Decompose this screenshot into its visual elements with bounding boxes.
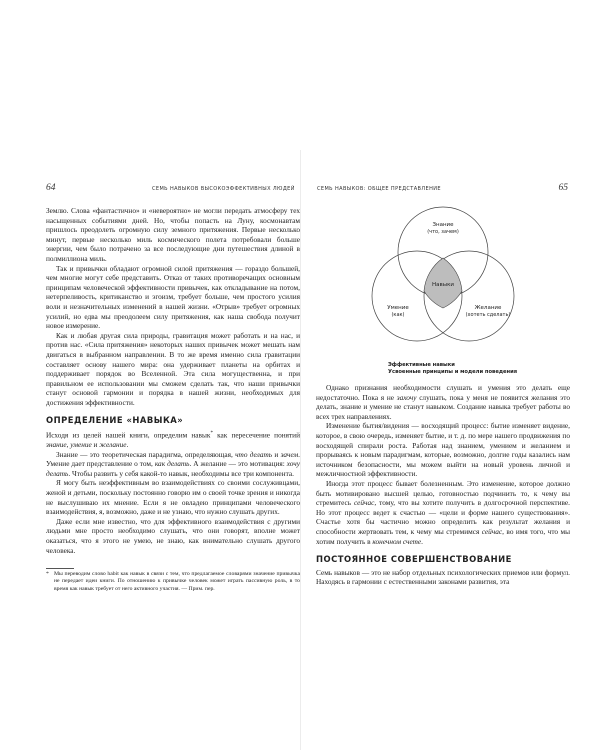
paragraph: Даже если мне известно, что для эффективного взаимодействия с другими людьми мне просто необходимо слушать, что они говорят, вполне может оказаться, что я этого не умею, не знаю, как внимательно слушать другого человека. — [46, 516, 300, 555]
right-body — [316, 383, 570, 587]
gutter-shadow — [300, 150, 301, 750]
left-folio: 64 — [46, 183, 56, 193]
caption-title: Эффективные навыки — [388, 362, 455, 368]
paragraph: Я могу быть неэффективным во взаимодействиях со своими сослуживцами, женой и детьми, поскольку постоянно говорю им о своей точке зрения и никогда не выслушиваю их мнение. Если я не овладею принципами человеческого взаимодействия, я, возможно, даже и не узнаю, что нужно слушать других. — [46, 478, 300, 517]
paragraph: Семь навыков — это не набор отдельных психологических приемов или формул. Находясь в гармонии с естественными законами развития, эта — [316, 567, 570, 587]
figure-caption — [316, 362, 536, 376]
section-heading: ПОСТОЯННОЕ СОВЕРШЕНСТВОВАНИЕ — [316, 554, 512, 565]
footnote-rule — [46, 568, 74, 569]
paragraph: Исходя из целей нашей книги, определим навык* как пересечение понятий знание, умение и желание. — [46, 430, 300, 450]
label-skill-sub: (как) — [391, 312, 405, 318]
footnote — [46, 571, 300, 593]
paragraph: Так и привычки обладают огромной силой притяжения — гораздо большей, чем многие могут себе представить. Отказ от таких противоречащих основным принципам человеческой эффективности привычек, как откладывание на потом, нетерпеливость, критиканство и эгоизм, требует больше, чем простого усилия воли и незначительных изменений в нашей жизни. «Отрыв» требует огромных усилий, но едва мы преодолеем силу притяжения, как наша свобода получит новое измерение. — [46, 263, 300, 331]
paragraph: Землю. Слова «фантастично» и «невероятно» не могли передать атмосферу тех насыщенных событиями дней. Но, чтобы попасть на Луну, космонавтам пришлось преодолеть огромную силу земного притяжения. Первые несколько минут, первые несколько миль космического полета потребовали больше энергии, чем было потрачено за все последующие дни путешествия длиной в полмиллиона миль. — [46, 206, 300, 263]
paragraph: Изменение бытия/видения — восходящий процесс: бытие изменяет видение, которое, в свою очередь, изменяет бытие, и т. д. по мере нашего продвижения по восходящей спирали роста. Работая над знанием, умением и желанием и прорываясь к новым парадигмам, которые, возможно, долгие годы казались нам источником безопасности, мы можем выйти на новый уровень личной и межличностной эффективности. — [316, 421, 570, 479]
label-desire-sub: (хотеть сделать) — [465, 312, 511, 318]
label-skill: Умение — [387, 305, 409, 311]
label-knowledge: Знание — [432, 222, 454, 228]
label-center: Навыки — [432, 282, 454, 288]
section-heading: ОПРЕДЕЛЕНИЕ «НАВЫКА» — [46, 415, 184, 426]
label-desire: Желание — [474, 305, 502, 311]
right-running-head: СЕМЬ НАВЫКОВ: ОБЩЕЕ ПРЕДСТАВЛЕНИЕ — [317, 186, 441, 192]
paragraph: Иногда этот процесс бывает болезненным. Это изменение, которое должно быть мотивировано высшей целью, готовностью подчинить то, к чему вы стремитесь сейчас, тому, что вы хотите получить в долгосрочной перспективе. Но этот процесс ведет к счастью — «цели и форме нашего существования». Счастье хотя бы частично можно определить как результат желания и способности жертвовать тем, к чему мы стремимся сейчас, во имя того, что мы хотим получить в конечном счете. — [316, 478, 571, 546]
left-running-head: СЕМЬ НАВЫКОВ ВЫСОКОЭФФЕКТИВНЫХ ЛЮДЕЙ — [152, 186, 295, 192]
footnote-text: Мы переводим слово habit как навык в связи с тем, что предлагаемое словарями значение привычка не передает идеи книги. По отношению к привычке человек может играть пассивную роль, в то время как навык требует от него активного участия. — Прим. пер. — [54, 571, 300, 592]
footnote-mark: * — [46, 571, 49, 577]
label-knowledge-sub: (что, зачем) — [427, 229, 459, 235]
paragraph: Как и любая другая сила природы, гравитация может работать и на нас, и против нас. «Сила притяжения» некоторых наших привычек может мешать нам двигаться в выбранном направлении. В то же время именно сила гравитации составляет основу нашего мира: она удерживает планеты на орбитах и поддерживает порядок во Вселенной. Эта сила могущественна, и при правильном ее использовании мы сможем сделать так, что наши привычки станут основой гармонии и порядка в нашей жизни, необходимых для достижения эффективности. — [46, 330, 300, 407]
right-folio: 65 — [558, 183, 568, 193]
paragraph: Однако признания необходимости слушать и умения это делать еще недостаточно. Пока я не захочу слушать, пока у меня не появится желания это делать, знание и умение не станут навыком. Создание навыка требует работы во всех трех направлениях. — [316, 383, 570, 421]
left-body — [46, 206, 300, 555]
caption-subtitle: Усвоенные принципы и модели поведения — [388, 369, 518, 375]
venn-diagram — [316, 200, 570, 368]
paragraph: Знание — это теоретическая парадигма, определяющая, что делать и зачем. Умение дает представление о том, как делать. А желание — это мотивация: хочу делать. Чтобы развить у себя какой-то навык, необходимы все три компонента. — [46, 449, 300, 478]
